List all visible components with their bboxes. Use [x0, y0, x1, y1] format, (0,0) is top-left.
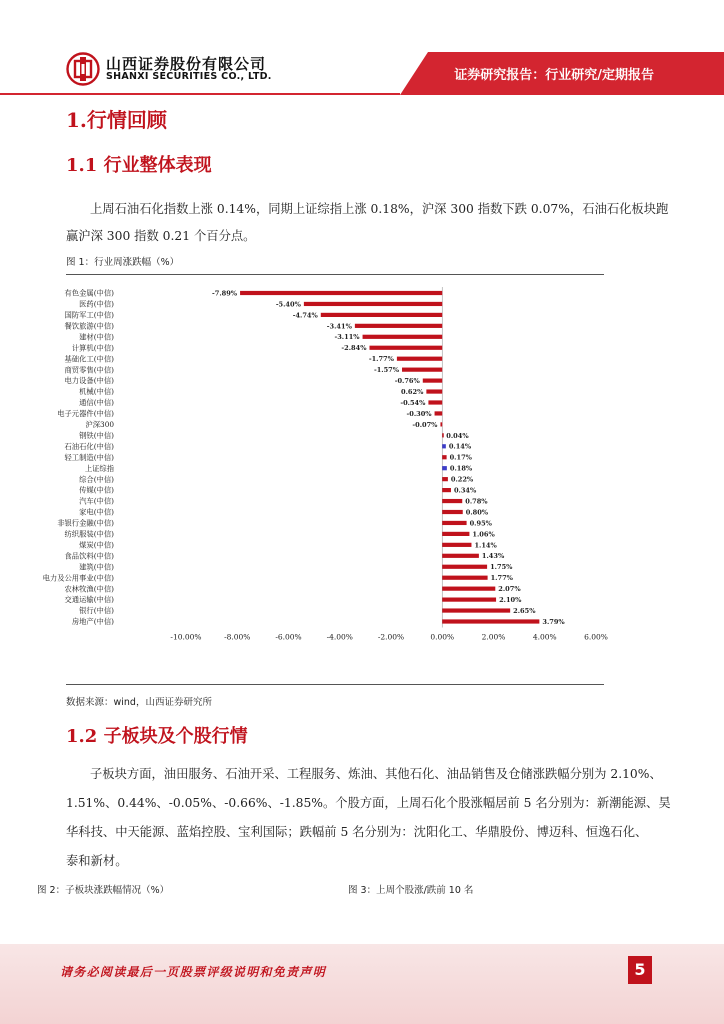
- chart-x-tick-label: 2.00%: [481, 632, 506, 642]
- chart-x-tick-label: 6.00%: [584, 632, 608, 642]
- chart-bar: [363, 335, 443, 339]
- subsection-title-1-2: 1.2 子板块及个股行情: [66, 726, 248, 747]
- chart-category-label: 有色金属(中信): [64, 288, 114, 298]
- chart-x-tick-label: -10.00%: [170, 632, 202, 642]
- chart-category-label: 食品饮料(中信): [64, 551, 114, 561]
- figure1-caption: 图 1：行业周涨跌幅（%）: [66, 257, 180, 268]
- chart-data-label: 3.79%: [542, 617, 565, 626]
- paragraph-line: 1.51%、0.44%、-0.05%、-0.66%、-1.85%。个股方面，上周石化个股涨幅居前 5 名分别为：新潮能源、昊: [66, 796, 671, 810]
- section-title: 1.行情回顾: [66, 108, 167, 132]
- chart-bar: [426, 389, 442, 393]
- chart-data-label: 1.06%: [472, 530, 495, 539]
- chart-data-label: 1.75%: [490, 563, 513, 572]
- chart-bar: [321, 313, 442, 317]
- chart-category-label: 基础化工(中信): [64, 354, 114, 364]
- chart-category-label: 农林牧渔(中信): [64, 584, 114, 594]
- chart-data-label: -2.84%: [341, 344, 367, 353]
- chart-bar: [397, 357, 442, 361]
- figure-top-rule: [66, 274, 604, 275]
- figure1-source: 数据来源：wind，山西证券研究所: [66, 697, 212, 708]
- paragraph-line: 子板块方面，油田服务、石油开采、工程服务、炼油、其他石化、油品销售及仓储涨跌幅分别为 2.10%、: [90, 767, 662, 781]
- chart-bar: [442, 444, 446, 448]
- disclaimer-note: 请务必阅读最后一页股票评级说明和免责声明: [60, 965, 327, 979]
- chart-data-label: -1.77%: [368, 355, 394, 364]
- chart-data-label: 1.14%: [474, 541, 497, 550]
- chart-x-tick-label: -2.00%: [377, 632, 405, 642]
- company-name-cn: 山西证券股份有限公司: [106, 55, 267, 73]
- chart-data-label: 2.10%: [499, 596, 522, 604]
- chart-category-label: 传媒(中信): [79, 485, 114, 495]
- chart-bar: [442, 554, 479, 558]
- chart-bar: [423, 379, 442, 383]
- report-type-label: 证券研究报告：行业研究/定期报告: [454, 68, 654, 83]
- footer-band: [0, 944, 724, 1024]
- chart-category-label: 通信(中信): [79, 398, 114, 408]
- chart-bar: [442, 608, 510, 612]
- chart-category-label: 上证综指: [84, 463, 114, 473]
- chart-x-tick-label: 0.00%: [430, 632, 455, 642]
- chart-bar: [435, 411, 443, 415]
- chart-x-tick-label: 4.00%: [532, 632, 557, 642]
- chart-data-label: -7.89%: [212, 289, 238, 298]
- chart-category-label: 非银行金融(中信): [57, 518, 114, 528]
- figure-bottom-rule: [66, 684, 604, 685]
- chart-category-label: 电子元器件(中信): [57, 409, 114, 419]
- chart-bar: [442, 532, 469, 536]
- chart-bar: [440, 422, 442, 426]
- chart-bar: [428, 400, 442, 404]
- chart-data-label: -0.07%: [412, 420, 438, 429]
- chart-category-label: 煤炭(中信): [79, 540, 114, 550]
- chart-category-label: 纺织服装(中信): [64, 529, 114, 539]
- industry-performance-paragraph: [66, 193, 669, 247]
- chart-category-label: 医药(中信): [79, 299, 114, 309]
- chart-data-label: -0.30%: [406, 409, 432, 418]
- company-name-en: SHANXI SECURITIES CO., LTD.: [106, 71, 272, 82]
- page-header: [0, 0, 724, 95]
- chart-bar: [442, 598, 496, 602]
- chart-category-label: 计算机(中信): [71, 343, 114, 353]
- chart-data-label: -0.54%: [400, 398, 426, 407]
- chart-data-label: -3.11%: [334, 333, 360, 342]
- chart-category-label: 综合(中信): [79, 474, 114, 484]
- chart-data-label: 0.04%: [446, 431, 469, 440]
- paragraph-line: 赢沪深 300 指数 0.21 个百分点。: [66, 229, 256, 243]
- chart-category-label: 交通运输(中信): [64, 595, 114, 605]
- chart-bar: [355, 324, 442, 328]
- subsector-paragraph: [66, 760, 671, 876]
- chart-bar: [442, 510, 463, 514]
- chart-data-label: 0.14%: [448, 442, 472, 451]
- chart-bar: [442, 576, 487, 580]
- chart-bar: [304, 302, 442, 306]
- page-number: 5: [628, 956, 652, 984]
- chart-bar: [402, 368, 442, 372]
- chart-x-tick-label: -4.00%: [326, 632, 353, 642]
- chart-bar: [442, 488, 451, 492]
- chart-data-label: 1.77%: [490, 574, 513, 583]
- chart-category-label: 房地产(中信): [71, 617, 114, 627]
- chart-bar: [442, 433, 444, 437]
- chart-category-label: 电力及公用事业(中信): [42, 573, 114, 583]
- chart-data-label: 0.62%: [401, 387, 424, 396]
- paragraph-line: 上周石油石化指数上涨 0.14%，同期上证综指上涨 0.18%，沪深 300 指数下跌 0.07%，石油石化板块跑: [90, 202, 669, 216]
- chart-category-label: 家电(中信): [79, 507, 114, 517]
- chart-data-label: 2.07%: [498, 585, 521, 594]
- figure3-caption: 图 3：上周个股涨/跌前 10 名: [348, 885, 474, 896]
- chart-bar: [442, 521, 466, 525]
- chart-data-label: -3.41%: [326, 322, 352, 331]
- chart-bar: [442, 587, 495, 591]
- chart-data-label: 0.18%: [449, 464, 473, 473]
- industry-weekly-change-chart: [42, 280, 626, 655]
- chart-category-label: 餐饮旅游(中信): [64, 321, 114, 331]
- chart-category-label: 建筑(中信): [79, 562, 114, 572]
- chart-category-label: 汽车(中信): [79, 496, 114, 506]
- chart-x-tick-label: -6.00%: [275, 632, 302, 642]
- chart-data-label: 0.95%: [469, 519, 492, 528]
- company-logo-icon: [66, 52, 100, 86]
- chart-data-label: 0.17%: [449, 453, 472, 462]
- chart-bar: [240, 291, 442, 295]
- chart-data-label: 1.43%: [481, 552, 505, 561]
- chart-data-label: 2.65%: [513, 606, 536, 615]
- chart-category-label: 石油石化(中信): [64, 441, 114, 451]
- chart-data-label: -5.40%: [275, 300, 301, 309]
- chart-category-label: 电力设备(中信): [64, 376, 114, 386]
- chart-bar: [442, 543, 471, 547]
- chart-category-label: 商贸零售(中信): [64, 365, 114, 375]
- chart-category-label: 银行(中信): [79, 606, 114, 616]
- chart-data-label: 0.80%: [465, 508, 489, 517]
- chart-data-label: -0.76%: [394, 377, 420, 385]
- paragraph-line: 泰和新材。: [66, 854, 128, 868]
- chart-category-label: 国防军工(中信): [64, 310, 114, 320]
- chart-data-label: 0.34%: [453, 486, 477, 495]
- chart-data-label: -4.74%: [292, 311, 318, 320]
- chart-bar: [442, 455, 446, 459]
- paragraph-line: 华科技、中天能源、蓝焰控股、宝利国际；跌幅前 5 名分别为：沈阳化工、华鼎股份、博迈科、恒逸石化、: [66, 825, 648, 839]
- chart-bar: [442, 499, 462, 503]
- chart-category-label: 沪深300: [85, 420, 114, 429]
- chart-data-label: 0.78%: [465, 497, 488, 506]
- chart-bar: [442, 477, 448, 481]
- chart-category-label: 建材(中信): [79, 332, 114, 342]
- figure2-caption: 图 2：子板块涨跌幅情况（%）: [37, 885, 170, 896]
- chart-bar: [369, 346, 442, 350]
- chart-category-label: 轻工制造(中信): [64, 452, 114, 462]
- chart-bar: [442, 466, 447, 470]
- subsection-title-1-1: 1.1 行业整体表现: [66, 155, 212, 176]
- chart-bar: [442, 565, 487, 569]
- chart-data-label: -1.57%: [373, 366, 400, 375]
- chart-bar: [442, 619, 539, 623]
- chart-category-label: 钢铁(中信): [79, 430, 114, 440]
- chart-x-tick-label: -8.00%: [224, 632, 251, 642]
- chart-category-label: 机械(中信): [79, 387, 114, 397]
- chart-data-label: 0.22%: [450, 475, 474, 484]
